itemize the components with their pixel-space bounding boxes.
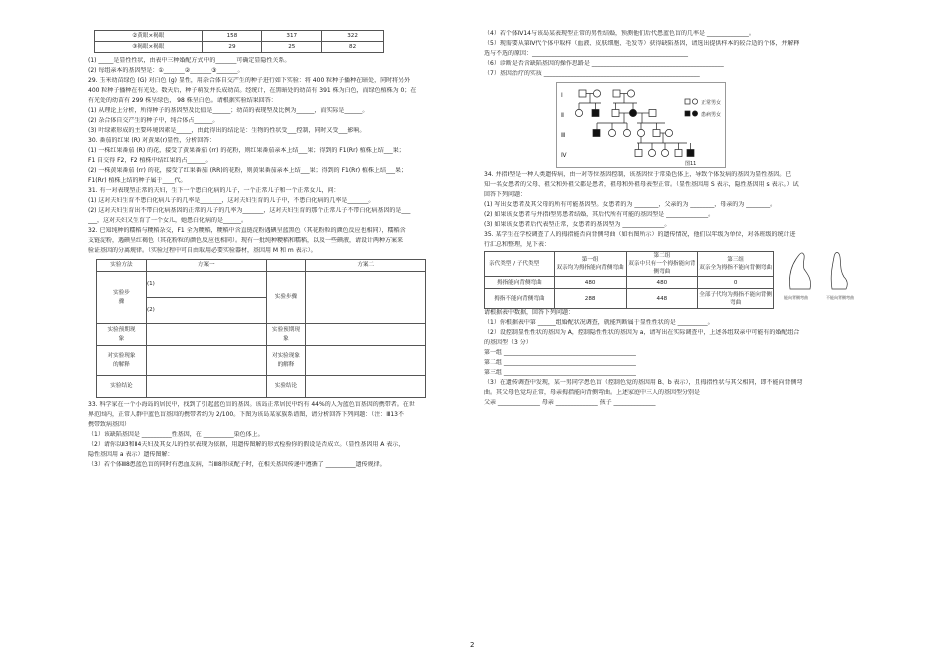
text-line: 回答下列问题： (484, 191, 527, 198)
individual-male (613, 90, 620, 97)
text-line: 的基因型（3 分） (484, 339, 532, 346)
text-line: 400 粒种子播种在有光处。数天后，种子萌发并长成幼苗。经统计，在黑暗处的幼苗有 391 株为白色，而绿色植株为 0；在 (88, 87, 417, 94)
text-line: (2) 如果该女患者与并指Ⅰ型男患者结婚，其后代所有可能的基因型是 ______________。 (484, 211, 715, 218)
text-line: 携带致病基因） (88, 421, 131, 428)
gen-label-2: Ⅱ (561, 112, 564, 119)
text-line: 支链淀粉，遇碘呈红褐色（其花粉粒的颜色反应也相同）。现有一批纯种粳稻和糯稻，以及一些碘液，请设计两种方案来 (88, 237, 404, 244)
text-line: 第二组 ____________________________________________ (484, 359, 636, 366)
table-row: 实验步骤 (1) 实验步骤 (97, 272, 426, 298)
text-line: 选与不选的原因：____________________________________________________ (484, 50, 689, 57)
text-line: （2）设控制显性性状的基因为 A，控制隐性性状的基因为 a，请写出在实际调查中，上述各组双亲中可能有的婚配组合 (484, 329, 800, 336)
text-line: 曲。其父母色觉均正常，母亲拇指能向背侧弯曲。上述家庭中三人的基因型分别是 (484, 389, 701, 396)
text-line: 34. 并指Ⅰ型是一种人类遗传病，由一对等位基因控制，该基因位于常染色体上，导致个体发病的基因为显性基因。已 (484, 171, 792, 178)
experiment-table (96, 259, 426, 398)
text-line: （2）请你以Ⅱ3和Ⅱ4夫妇及其女儿的性状表现为依据，用遗传图解的形式检验你的假设是否成立。（显性基因用 A 表示， (88, 441, 405, 448)
individual-female (627, 90, 634, 97)
text-line: 隐性基因用 a 表示）遗传图解： (88, 451, 174, 458)
legend-affected: 患病男女 (701, 112, 722, 118)
text-line: 29. 玉米幼苗绿色 (G) 对白色 (g) 显性，用杂合体自交产生的种子进行如下实验：将 400 粒种子播种在暗处，同时将另外 (88, 77, 411, 84)
table-row: (2) (97, 298, 426, 324)
thumb-survey-table (484, 251, 774, 309)
individual-affected-male (687, 150, 694, 157)
text-line: 第三组 ____________________________________________ (484, 369, 636, 376)
fig-label-nobend: 不能向背侧弯曲 (826, 295, 854, 300)
table-row: 拇指不能向背侧弯曲 288 448 全部子代均为拇指不能向背侧弯曲 (485, 289, 774, 309)
text-line: (1) 这对夫妇生育不患白化病儿子的几率是_______，这对夫妇生育的儿子中，不患白化病的几率是_______。 (88, 197, 375, 204)
individual-female (623, 129, 630, 136)
text-line: （1）该缺陷基因是 __________性基因，在 __________染色体上。 (88, 431, 264, 438)
thumb-bent-icon (789, 253, 810, 289)
text-line: (1) 一株红果番茄 (R) 的花，接受了黄果番茄 (rr) 的花粉，则红果番茄亲本上结___果；得到的 F1(Rr) 植株上结___果； (88, 147, 405, 154)
text-line: (1) 写出女患者及其父母的所有可能基因型。女患者的为 ________，父亲的为 ________，母亲的为 ________。 (484, 201, 777, 208)
text-line: 第一组 ____________________________________________ (484, 349, 636, 356)
text-line: (3) 如果该女患者后代表型正常，女患者的基因型为 ______________。 (484, 221, 671, 228)
text-line: (3) 叶绿素形成的主要环境因素是_____，由此得出的结论是：生物的性状受___控制，同时又受___影响。 (88, 127, 366, 134)
individual-male (635, 150, 642, 157)
fig-label-bend: 能向背侧弯曲 (784, 295, 808, 300)
text-line: (2) 杂合体自交产生的种子中，纯合体占______。 (88, 117, 219, 124)
text-line: 30. 番茄的红果 (R) 对黄果(r)显性，分析回答： (88, 137, 216, 144)
text-line: (1) 从理论上分析，所得种子的基因型及比值是______；幼苗的表现型及比例为______，而实际是______。 (88, 107, 369, 114)
text-line: ___，这对夫妇又生育了一个女儿，她患白化病的是______。 (88, 217, 248, 224)
individual-female (665, 129, 672, 136)
question-block-35-cont (484, 309, 868, 409)
text-line: 32. 已知纯种的糯稻与粳稻杂交，F1 全为粳稻，粳稻中含直链淀粉遇碘呈蓝黑色（其花粉粒的颜色反应也相同），糯稻含 (88, 227, 406, 234)
text-line: 31. 有一对表现型正常的夫妇，生下一个患白化病的儿子，一个正常儿子和一个正常女儿，问： (88, 187, 340, 194)
text-line: （4）若个体Ⅳ14与该岛某表现型正常的男性结婚，预测他们后代患蓝色盲的几率是 ______________。 (484, 30, 755, 37)
genotype-table (94, 30, 384, 53)
table-row: 实验结论 实验结论 (97, 376, 426, 398)
table-row: 亲代类型 / 子代类型 第一组 双亲均为拇指能向背侧弯曲 第二组 双亲中只有一个拇指能向背侧弯曲 第三组 双亲全为拇指不能向背侧弯曲 (485, 252, 774, 277)
table-row: 实验预期现象 实验预期现象 (97, 324, 426, 346)
text-line: (2) 这对夫妇生育出不带白化病基因的正常的儿子的几率为_______，这对夫妇生育的那个正常儿子不带白化病基因的是___ (88, 207, 411, 214)
legend-affected-male-icon (685, 111, 690, 116)
question-block-33-cont (484, 30, 868, 80)
question-block-34-35 (484, 171, 868, 251)
individual-female (637, 129, 644, 136)
text-line: （1）你根据表中第 ______组婚配状况调查，就能判断属于显性性状的是 __________。 (484, 319, 714, 326)
individual-female (608, 129, 615, 136)
text-line: 知一名女患者的父母、祖父和外祖父都是患者，祖母和外祖母表型正常。（显性基因用 S 表示，隐性基因用 s 表示。）试 (484, 181, 799, 188)
pedigree-chart (556, 82, 726, 168)
text-line: （5）现需要从第Ⅳ代个体中取样（血液、皮肤细胞、毛发等）获得缺陷基因，请选出提供样本的较合适的个体，并解释 (484, 40, 800, 47)
question-block-33 (88, 401, 470, 471)
text-line: 35. 某学生在学校调查了人的拇指能否向背侧弯曲（如右图所示）的遗传情况，他们以年级为单位，对各班级的统计进 (484, 231, 796, 238)
text-line: (2) 每组亲本的基因型是：①_______②_______③_______。 (88, 67, 244, 74)
individual-affected-female (629, 109, 636, 116)
gen-label-1: Ⅰ (561, 92, 563, 99)
individual-female (661, 149, 668, 156)
text-line: （3）在遗传调查中发现，某一男同学患色盲（控制色觉的基因用 B、b 表示），且拇指性状与其父相同，即不能向背侧弯 (484, 379, 803, 386)
right-column (484, 30, 868, 409)
thumb-straight-icon (831, 253, 847, 290)
individual-female (593, 90, 600, 97)
left-column (88, 30, 470, 471)
individual-affected-male (593, 130, 600, 137)
table-row: 实验方法 方案一 方案二 (97, 260, 426, 272)
individual-male (675, 150, 682, 157)
individual-male (649, 110, 656, 117)
pedigree-svg (557, 83, 727, 169)
text-line: （3）若个体Ⅲ8患蓝色盲的同时有患血友病，当Ⅲ8形成配子时，在相关基因传递中遵循了 __________遗传规律。 (88, 461, 386, 468)
text-line: 有光处的幼苗有 299 株呈绿色， 98 株呈白色。请根据实验结果回答： (88, 97, 277, 104)
gen-label-3: Ⅲ (561, 132, 566, 139)
text-line: 请根据表中数据，回答下列问题： (484, 309, 575, 316)
figure-caption: 图11 (685, 161, 697, 167)
text-line: 行汇总和整理，见下表： (484, 241, 551, 248)
legend-male-icon (685, 99, 690, 104)
individual-male (612, 110, 619, 117)
text-line: 界范围内，正常人群中蓝色盲基因的携带者约为 2/100。下图为该岛某家族系谱图，请分析回答下列问题：（注：Ⅲ13不 (88, 411, 404, 418)
individual-female (575, 109, 582, 116)
thumb-figure (782, 245, 866, 303)
individual-male (653, 130, 660, 137)
text-line: 验证基因的分离规律。（实验过程中可自由取用必要实验器材，基因用 M 和 m 表示）。 (88, 247, 317, 254)
gen-label-4: Ⅳ (561, 152, 567, 159)
text-line: F1(Rr) 植株上结的种子属于____代。 (88, 177, 187, 184)
text-line: （6）诊断是否含缺陷基因的操作思路是 ____________________________________________ (484, 60, 724, 67)
text-line: (1) _____是显性性状，由表中三种婚配方式中的_______可确定显隐性关系。 (88, 57, 291, 64)
text-line: （7）基因治疗的实质 ____________________________________________________ (484, 70, 700, 77)
text-line: 33. 科学家在一个小海岛的居民中，找到了引起蓝色盲的基因。该岛正常居民中约有 44%的人为蓝色盲基因的携带者。在世 (88, 401, 415, 408)
individual-male (579, 90, 586, 97)
table-row: 拇指能向背侧弯曲 480 480 0 (485, 277, 774, 289)
legend-female-icon (692, 99, 697, 104)
table-row: ②黄眼×褐眼 158 317 322 (95, 31, 384, 42)
table-row: ③褐眼×褐眼 29 25 82 (95, 42, 384, 53)
page-number: 2 (470, 641, 475, 649)
question-block-28-32 (88, 57, 470, 257)
text-line: F1 自交得 F2，F2 植株中结红果的占______。 (88, 157, 212, 164)
table-row: 对实验现象的解释 对实验现象的解释 (97, 346, 426, 376)
text-line: 父亲 ______________ 母亲 ______________ 孩子 ______________ (484, 399, 656, 406)
legend-affected-female-icon (692, 111, 697, 116)
text-line: (2) 一株黄果番茄 (rr) 的花，接受了红果番茄 (RR)的花粉，则黄果番茄亲本上结___果；得到的 F1(Rr) 植株上结___果； (88, 167, 408, 174)
individual-female (648, 149, 655, 156)
individual-affected-male (592, 110, 599, 117)
legend-normal: 正常男女 (701, 100, 722, 106)
